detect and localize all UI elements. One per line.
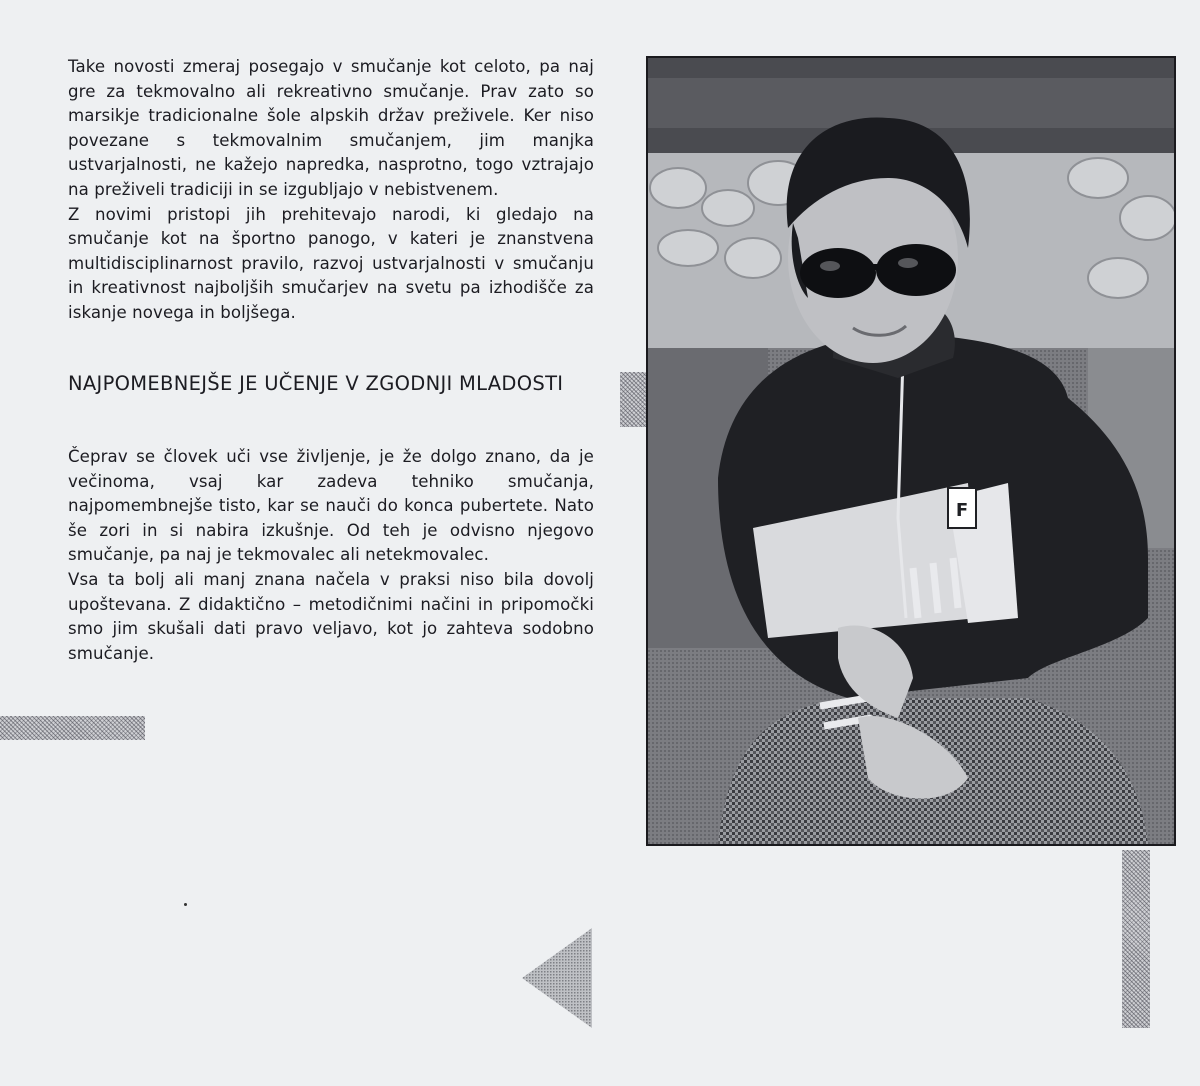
paragraph-1: Take novosti zmeraj posegajo v smučanje kot celoto, pa naj gre za tekmovalno ali rekreativno smučanje. Prav zato so marsikje tradicionalne šole alpskih držav preživele. Ker niso povezane s tekmovalnim smučanjem, jim manjka ustvarjalnosti, ne kažejo napredka, nasprotno, togo vztrajajo na preživeli tradiciji in se izgubljajo v nebistvenem. [68,57,594,199]
section-heading: NAJPOMEBNEJŠE JE UČENJE V ZGODNJI MLADOSTI [68,372,564,395]
text-column-top [68,55,594,326]
text-column-bottom [68,445,594,666]
dotted-bar-left [0,716,145,740]
paragraph-3: Čeprav se človek uči vse življenje, je že dolgo znano, da je večinoma, vsaj kar zadeva tehniko smučanja, najpomembnejše tisto, kar se nauči do konca pubertete. Nato še zori in si nabira izkušnje. Od teh je odvisno njegovo smučanje, pa naj je tekmovalec ali netekmovalec. [68,447,594,565]
print-speck [184,903,187,906]
paragraph-4: Vsa ta bolj ali manj znana načela v praksi niso bila dovolj upoštevana. Z didaktično – metodičnimi načini in pripomočki smo jim skušali dati pravo veljavo, kot jo zahteva sodobno smučanje. [68,569,594,663]
dotted-column-right [1122,850,1150,1028]
paragraph-2: Z novimi pristopi jih prehitevajo narodi, ki gledajo na smučanje kot na športno panogo, v kateri je znanstvena multidisciplinarnost pravilo, razvoj ustvarjalnosti v smučanju in kreativnost najboljših smučarjev na svetu pa izhodišče za iskanje novega in boljšega. [68,204,594,322]
jacket-logo: F [955,500,969,521]
left-arrow-icon [520,926,594,1030]
dotted-block-middle [620,372,648,427]
photo-boy-with-sunglasses [646,56,1176,846]
